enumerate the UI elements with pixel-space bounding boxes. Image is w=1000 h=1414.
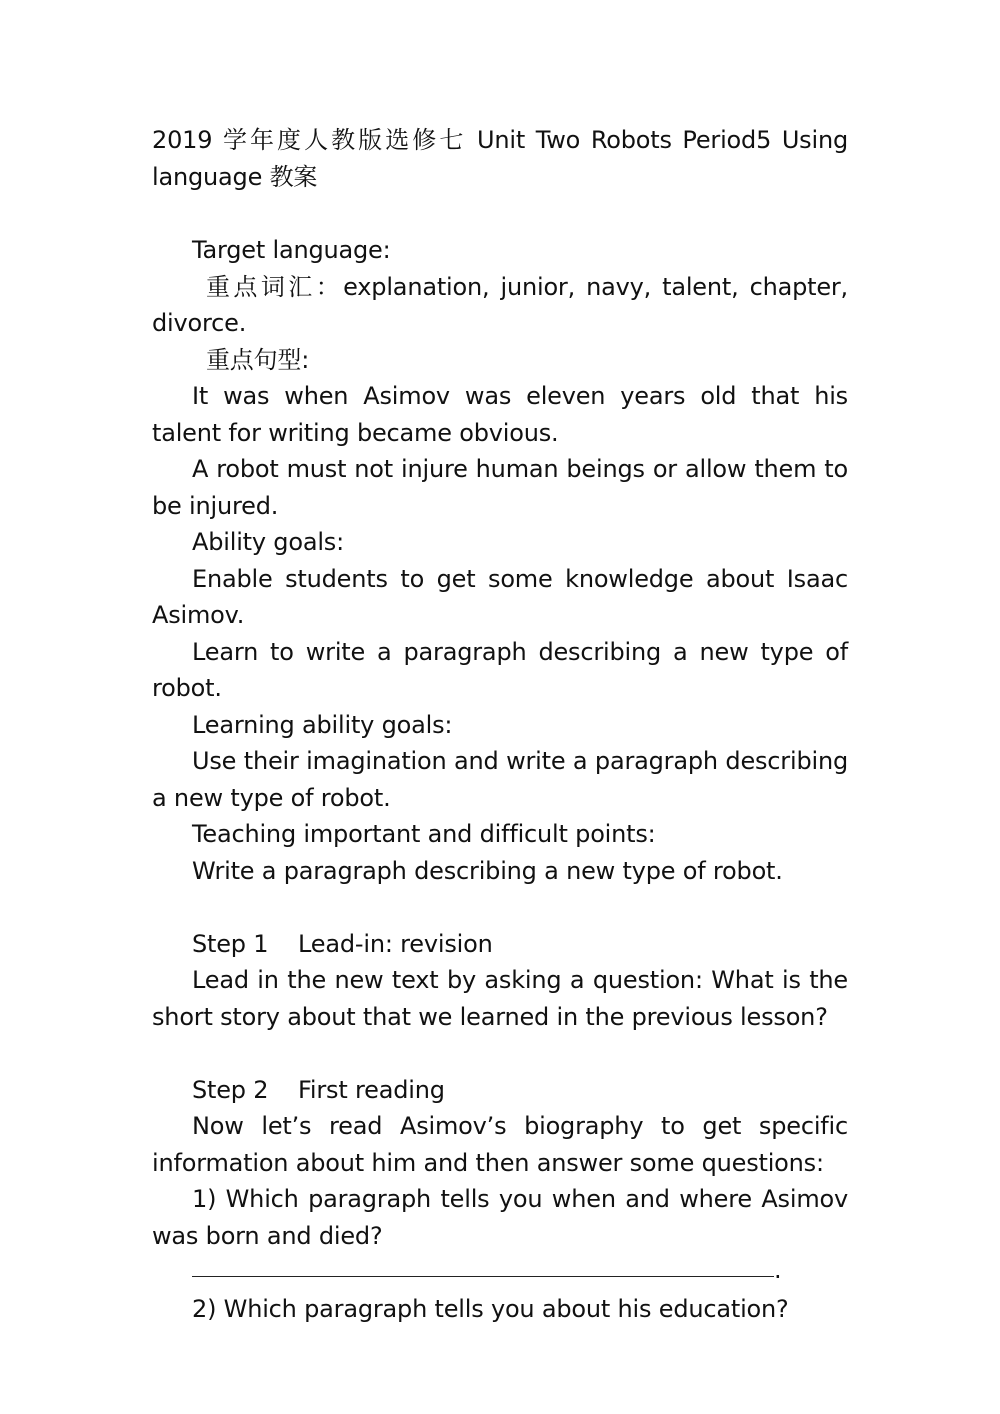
key-sentence-1: It was when Asimov was eleven years old that his talent for writing became obvious. [152, 382, 848, 447]
ability-goals-heading: Ability goals: [192, 528, 344, 556]
ability-goal-1: Enable students to get some knowledge about Isaac Asimov. [152, 564, 848, 629]
target-language-heading: Target language: [192, 236, 391, 264]
key-sentence-2: A robot must not injure human beings or allow them to be injured. [152, 455, 848, 520]
document-body [152, 122, 848, 1327]
answer-blank-1 [192, 1254, 848, 1291]
step-2-text: Now let’s read Asimov’s biography to get specific information about him and then answer some questions: [152, 1112, 848, 1177]
question-1: 1) Which paragraph tells you when and where Asimov was born and died? [152, 1185, 848, 1250]
answer-terminator: . [774, 1256, 782, 1284]
step-1-heading: Step 1 Lead-in: revision [192, 929, 493, 958]
learning-ability-goal: Use their imagination and write a paragraph describing a new type of robot. [152, 747, 848, 812]
teaching-point: Write a paragraph describing a new type of robot. [192, 856, 783, 885]
blank-line [152, 889, 848, 926]
blank-line [152, 1035, 848, 1072]
question-2: 2) Which paragraph tells you about his education? [192, 1294, 789, 1323]
blank-line [152, 196, 848, 232]
ability-goal-2: Learn to write a paragraph describing a new type of robot. [152, 637, 848, 702]
step-1-text: Lead in the new text by asking a question: What is the short story about that we learned in the previous lesson? [152, 966, 848, 1031]
learning-ability-heading: Learning ability goals: [192, 710, 453, 739]
document-title: 2019 学年度人教版选修七 Unit Two Robots Period5 Using language 教案 [152, 126, 848, 191]
key-vocabulary: 重点词汇：explanation, junior, navy, talent, chapter, divorce. [152, 272, 848, 337]
teaching-points-heading: Teaching important and difficult points: [192, 820, 656, 848]
step-2-heading: Step 2 First reading [192, 1075, 445, 1104]
answer-underline [192, 1276, 774, 1277]
key-sentences-heading: 重点句型: [206, 345, 310, 374]
